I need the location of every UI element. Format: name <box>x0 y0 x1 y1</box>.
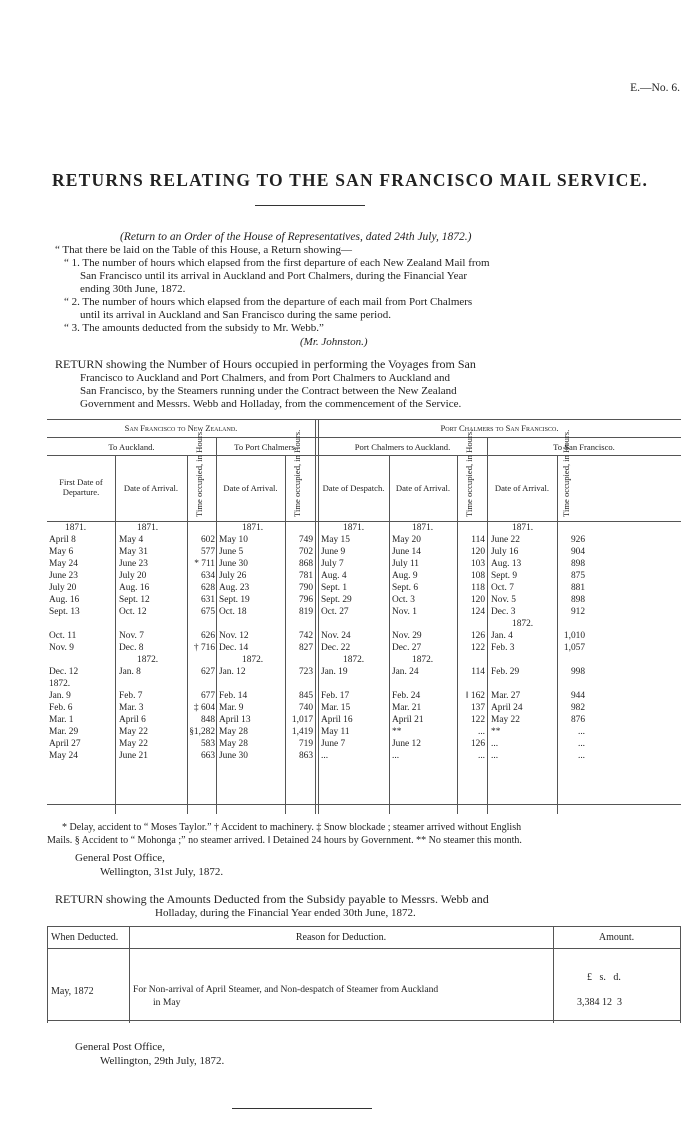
table-cell: Sept. 13 <box>49 607 80 617</box>
table-cell: 677 <box>200 691 215 701</box>
table-cell: July 26 <box>219 571 247 581</box>
return2-line-0: RETURN showing the Amounts Deducted from the Subsidy payable to Messrs. Webb and <box>55 892 489 906</box>
table-cell: Aug. 4 <box>321 571 347 581</box>
table-rule-group <box>47 437 681 438</box>
col-rule <box>318 419 319 814</box>
table-cell: 137 <box>470 703 485 713</box>
table-cell: Dec. 12 <box>49 667 79 677</box>
table-cell: Oct. 3 <box>392 595 415 605</box>
table-cell: ... <box>577 739 585 749</box>
table-cell: Sept. 29 <box>321 595 352 605</box>
table-cell: ‡ 604 <box>193 703 215 713</box>
table-cell: Jan. 24 <box>392 667 419 677</box>
table-cell: 120 <box>470 595 485 605</box>
table-cell: Aug. 9 <box>392 571 418 581</box>
table-cell: June 30 <box>219 751 248 761</box>
table-cell: 998 <box>570 667 585 677</box>
voyages-table <box>47 419 681 814</box>
table-cell: May 4 <box>119 535 144 545</box>
col-time-1: Time occupied, in Hours. <box>194 429 204 517</box>
table-cell: 1,057 <box>563 643 585 653</box>
motion-line-6: “ 3. The amounts deducted from the subsidy to Mr. Webb.” <box>64 322 324 334</box>
table-cell: 944 <box>570 691 585 701</box>
table-cell: 675 <box>200 607 215 617</box>
table-cell: 827 <box>298 643 313 653</box>
table-cell: Oct. 11 <box>49 631 77 641</box>
table-cell: Jan. 12 <box>219 667 246 677</box>
table-cell: Mar. 15 <box>321 703 351 713</box>
table-cell: Dec. 27 <box>392 643 422 653</box>
end-rule <box>232 1108 372 1109</box>
table-cell: 628 <box>200 583 215 593</box>
t2-when-value: May, 1872 <box>51 986 94 997</box>
table-cell: Nov. 5 <box>491 595 516 605</box>
table-cell: Feb. 17 <box>321 691 350 701</box>
table-cell: ... <box>491 751 499 761</box>
table-cell: 982 <box>570 703 585 713</box>
table-cell: 898 <box>570 595 585 605</box>
t2-reason-line-2: in May <box>153 997 181 1008</box>
year-label: 1872. <box>512 619 534 629</box>
table-cell: 663 <box>200 751 215 761</box>
table-cell: † 716 <box>193 643 215 653</box>
col-rule <box>216 437 217 814</box>
group-pc-to-sf: Port Chalmers to San Francisco. <box>440 423 559 433</box>
table-cell: ... <box>491 739 499 749</box>
table-cell: 577 <box>200 547 215 557</box>
table-cell: April 6 <box>119 715 146 725</box>
table-cell: Feb. 3 <box>491 643 515 653</box>
return1-line-3: Government and Messrs. Webb and Holladay, from the commencement of the Service. <box>80 398 462 410</box>
table-cell: 124 <box>470 607 485 617</box>
table-cell: 875 <box>570 571 585 581</box>
order-line: (Return to an Order of the House of Representatives, dated 24th July, 1872.) <box>120 231 472 243</box>
motion-line-4: “ 2. The number of hours which elapsed from the departure of each mail from Port Chalmers <box>64 296 473 308</box>
col-arrival-sf: Date of Arrival. <box>494 483 550 493</box>
table-cell: 126 <box>470 631 485 641</box>
table-cell: 926 <box>570 535 585 545</box>
table-cell: Feb. 6 <box>49 703 73 713</box>
document-reference: E.—No. 6. <box>630 82 680 94</box>
col-time-3: Time occupied, in Hours. <box>464 429 474 517</box>
year-label: 1871. <box>412 523 434 533</box>
table-cell: Jan. 9 <box>49 691 71 701</box>
signature-date-2: Wellington, 29th July, 1872. <box>100 1055 225 1067</box>
table-cell: June 12 <box>392 739 421 749</box>
sub-to-auckland: To Auckland. <box>108 442 155 452</box>
table-cell: May 10 <box>219 535 248 545</box>
signature-office-1: General Post Office, <box>75 852 165 864</box>
table-cell: June 9 <box>321 547 346 557</box>
t2-col-rule <box>680 926 681 1023</box>
table-cell: ... <box>577 727 585 737</box>
table-cell: 863 <box>298 751 313 761</box>
table-cell: Feb. 7 <box>119 691 143 701</box>
table-cell: 904 <box>570 547 585 557</box>
col-first-date: First Date of Departure. <box>59 477 103 497</box>
table-cell: Mar. 29 <box>49 727 79 737</box>
table-cell: June 7 <box>321 739 346 749</box>
table-cell: 118 <box>471 583 485 593</box>
col-rule <box>315 419 316 814</box>
t2-col-rule <box>47 926 48 1023</box>
table-cell: 796 <box>298 595 313 605</box>
t2-rule-bottom <box>47 1020 681 1021</box>
table-cell: 122 <box>470 715 485 725</box>
table-cell: 583 <box>200 739 215 749</box>
table-cell: Dec. 3 <box>491 607 516 617</box>
table-cell: Jan. 4 <box>491 631 513 641</box>
table-cell: Jan. 8 <box>119 667 141 677</box>
table-cell: 702 <box>298 547 313 557</box>
table-cell: Oct. 18 <box>219 607 247 617</box>
t2-rule-head <box>47 948 681 949</box>
table-cell: May 22 <box>119 739 148 749</box>
table-cell: 103 <box>470 559 485 569</box>
return1-line-2: San Francisco, by the Steamers running under the Contract between the New Zealand <box>80 385 457 397</box>
t2-col-amount: Amount. <box>598 932 635 943</box>
table-cell: 848 <box>200 715 215 725</box>
year-label: 1871. <box>512 523 534 533</box>
group-sf-to-nz: San Francisco to New Zealand. <box>124 423 238 433</box>
table-cell: ... <box>321 751 329 761</box>
motion-line-3: ending 30th June, 1872. <box>80 283 186 295</box>
table-cell: June 14 <box>392 547 421 557</box>
table-cell: 845 <box>298 691 313 701</box>
table-cell: Nov. 12 <box>219 631 249 641</box>
title-rule <box>255 205 365 206</box>
table-cell: 1,010 <box>563 631 585 641</box>
table-cell: Oct. 12 <box>119 607 147 617</box>
t2-rule-top <box>47 926 681 927</box>
motion-line-0: “ That there be laid on the Table of this House, a Return showing— <box>55 244 352 256</box>
table-cell: Aug. 16 <box>49 595 80 605</box>
t2-amount-value: 3,384 12 3 <box>577 997 622 1008</box>
table-cell: ... <box>477 727 485 737</box>
table-cell: June 30 <box>219 559 248 569</box>
table-cell: Nov. 29 <box>392 631 422 641</box>
t2-col-reason: Reason for Deduction. <box>295 932 387 943</box>
table-cell: May 28 <box>219 739 248 749</box>
col-arrival-auckland-2: Date of Arrival. <box>395 483 451 493</box>
table-cell: June 22 <box>491 535 520 545</box>
table-cell: 602 <box>200 535 215 545</box>
table-cell: May 22 <box>491 715 520 725</box>
table-cell: 819 <box>298 607 313 617</box>
table-cell: 868 <box>298 559 313 569</box>
table-cell: May 28 <box>219 727 248 737</box>
table-cell: April 13 <box>219 715 251 725</box>
table-rule-sub <box>47 455 681 456</box>
table-cell: ** <box>491 727 501 737</box>
table-cell: 114 <box>471 535 485 545</box>
return2-line-1: Holladay, during the Financial Year ended 30th June, 1872. <box>155 907 416 919</box>
table-cell: 781 <box>298 571 313 581</box>
page-title: RETURNS RELATING TO THE SAN FRANCISCO MAIL SERVICE. <box>51 170 649 190</box>
table-cell: April 8 <box>49 535 76 545</box>
table-cell: ... <box>577 751 585 761</box>
return1-line-1: Francisco to Auckland and Port Chalmers, and from Port Chalmers to Auckland and <box>80 372 450 384</box>
signature-date-1: Wellington, 31st July, 1872. <box>100 866 224 878</box>
table-cell: 631 <box>200 595 215 605</box>
table-cell: Aug. 23 <box>219 583 250 593</box>
year-label: 1871. <box>137 523 159 533</box>
year-label: 1872. <box>137 655 159 665</box>
year-label: 1872. <box>49 679 71 689</box>
table-cell: ... <box>392 751 400 761</box>
table-cell: Mar. 27 <box>491 691 521 701</box>
col-rule <box>487 437 488 814</box>
table-cell: April 21 <box>392 715 424 725</box>
table-cell: 126 <box>470 739 485 749</box>
footnote-line-1: Mails. § Accident to “ Mohonga ;” no steamer arrived. ‖ Detained 24 hours by Government. ** No steamer this month. <box>47 835 522 846</box>
signature-office-2: General Post Office, <box>75 1041 165 1053</box>
table-cell: 114 <box>471 667 485 677</box>
table-cell: Jan. 19 <box>321 667 348 677</box>
table-cell: May 20 <box>392 535 421 545</box>
table-cell: 742 <box>298 631 313 641</box>
col-rule <box>115 455 116 814</box>
col-time-4: Time occupied, in Hours. <box>561 429 571 517</box>
table-cell: June 23 <box>49 571 78 581</box>
table-cell: Nov. 1 <box>392 607 417 617</box>
table-cell: Dec. 22 <box>321 643 351 653</box>
table-cell: July 20 <box>119 571 147 581</box>
year-label: 1871. <box>65 523 87 533</box>
table-cell: Sept. 9 <box>491 571 518 581</box>
t2-currency-units: £ s. d. <box>587 972 621 983</box>
table-cell: 876 <box>570 715 585 725</box>
sub-to-sf: To San Francisco. <box>553 442 615 452</box>
table-cell: Mar. 3 <box>119 703 144 713</box>
table-cell: 108 <box>470 571 485 581</box>
table-cell: May 15 <box>321 535 350 545</box>
year-label: 1872. <box>343 655 365 665</box>
table-cell: May 24 <box>49 751 78 761</box>
year-label: 1872. <box>242 655 264 665</box>
table-cell: April 24 <box>491 703 523 713</box>
table-cell: May 22 <box>119 727 148 737</box>
table-cell: 719 <box>298 739 313 749</box>
table-cell: April 27 <box>49 739 81 749</box>
table-cell: 790 <box>298 583 313 593</box>
table-rule-top <box>47 419 681 420</box>
table-cell: 634 <box>200 571 215 581</box>
table-cell: Nov. 7 <box>119 631 144 641</box>
table-cell: May 31 <box>119 547 148 557</box>
table-cell: ** <box>392 727 402 737</box>
table-cell: 122 <box>470 643 485 653</box>
col-rule <box>389 455 390 814</box>
mover: (Mr. Johnston.) <box>300 336 368 348</box>
return1-line-0: RETURN showing the Number of Hours occupied in performing the Voyages from San <box>55 357 476 371</box>
col-date-despatch: Date of Despatch. <box>322 483 385 493</box>
table-cell: Feb. 24 <box>392 691 421 701</box>
t2-col-when: When Deducted. <box>51 932 119 943</box>
table-cell: June 21 <box>119 751 148 761</box>
table-cell: Aug. 16 <box>119 583 150 593</box>
sub-to-port-chalmers: To Port Chalmers. <box>234 442 297 452</box>
table-cell: Mar. 1 <box>49 715 74 725</box>
table-cell: July 7 <box>321 559 344 569</box>
table-cell: June 5 <box>219 547 244 557</box>
table-cell: Mar. 9 <box>219 703 244 713</box>
table-cell: ‖ 162 <box>465 691 485 701</box>
table-cell: Sept. 19 <box>219 595 250 605</box>
table-cell: 723 <box>298 667 313 677</box>
table-cell: 1,017 <box>291 715 313 725</box>
table-cell: 881 <box>570 583 585 593</box>
motion-line-2: San Francisco until its arrival in Auckland and Port Chalmers, during the Financial Year <box>80 270 468 282</box>
table-cell: ... <box>477 751 485 761</box>
table-cell: 912 <box>570 607 585 617</box>
table-cell: 898 <box>570 559 585 569</box>
table-cell: 1,419 <box>291 727 313 737</box>
table-cell: 627 <box>200 667 215 677</box>
table-cell: 120 <box>470 547 485 557</box>
table-cell: April 16 <box>321 715 353 725</box>
table-cell: 626 <box>200 631 215 641</box>
table-cell: * 711 <box>194 559 215 569</box>
footnote-line-0: * Delay, accident to “ Moses Taylor.” † Accident to machinery. ‡ Snow blockade ; steamer arrived without English <box>62 822 522 833</box>
table-cell: July 20 <box>49 583 77 593</box>
table-cell: Dec. 14 <box>219 643 249 653</box>
table-cell: Feb. 29 <box>491 667 520 677</box>
table-rule-head <box>47 521 681 522</box>
table-cell: Oct. 7 <box>491 583 514 593</box>
table-cell: July 16 <box>491 547 519 557</box>
table-cell: 740 <box>298 703 313 713</box>
table-cell: Oct. 27 <box>321 607 349 617</box>
year-label: 1871. <box>343 523 365 533</box>
col-time-2: Time occupied, in Hours. <box>292 429 302 517</box>
year-label: 1871. <box>242 523 264 533</box>
table-cell: May 11 <box>321 727 350 737</box>
table-cell: Sept. 12 <box>119 595 150 605</box>
col-arrival-pc: Date of Arrival. <box>223 483 278 493</box>
motion-line-1: “ 1. The number of hours which elapsed from the first departure of each New Zealand Mail from <box>64 257 490 269</box>
deductions-table <box>47 926 681 1023</box>
table-cell: Mar. 21 <box>392 703 422 713</box>
table-cell: §1,282 <box>189 727 215 737</box>
motion-line-5: until its arrival in Auckland and San Francisco during the same period. <box>80 309 391 321</box>
table-cell: Nov. 24 <box>321 631 351 641</box>
sub-pc-to-auckland: Port Chalmers to Auckland. <box>354 442 451 452</box>
table-cell: May 6 <box>49 547 74 557</box>
table-cell: Sept. 1 <box>321 583 348 593</box>
table-cell: June 23 <box>119 559 148 569</box>
table-cell: 749 <box>298 535 313 545</box>
table-cell: July 11 <box>392 559 419 569</box>
table-cell: Feb. 14 <box>219 691 248 701</box>
t2-reason-line-1: For Non-arrival of April Steamer, and Non-despatch of Steamer from Auckland <box>133 984 439 995</box>
table-cell: Nov. 9 <box>49 643 74 653</box>
table-rule-bottom <box>47 804 681 805</box>
col-arrival-auckland: Date of Arrival. <box>123 483 179 493</box>
table-cell: Aug. 13 <box>491 559 522 569</box>
table-cell: May 24 <box>49 559 78 569</box>
table-cell: Dec. 8 <box>119 643 144 653</box>
table-cell: Sept. 6 <box>392 583 419 593</box>
year-label: 1872. <box>412 655 434 665</box>
